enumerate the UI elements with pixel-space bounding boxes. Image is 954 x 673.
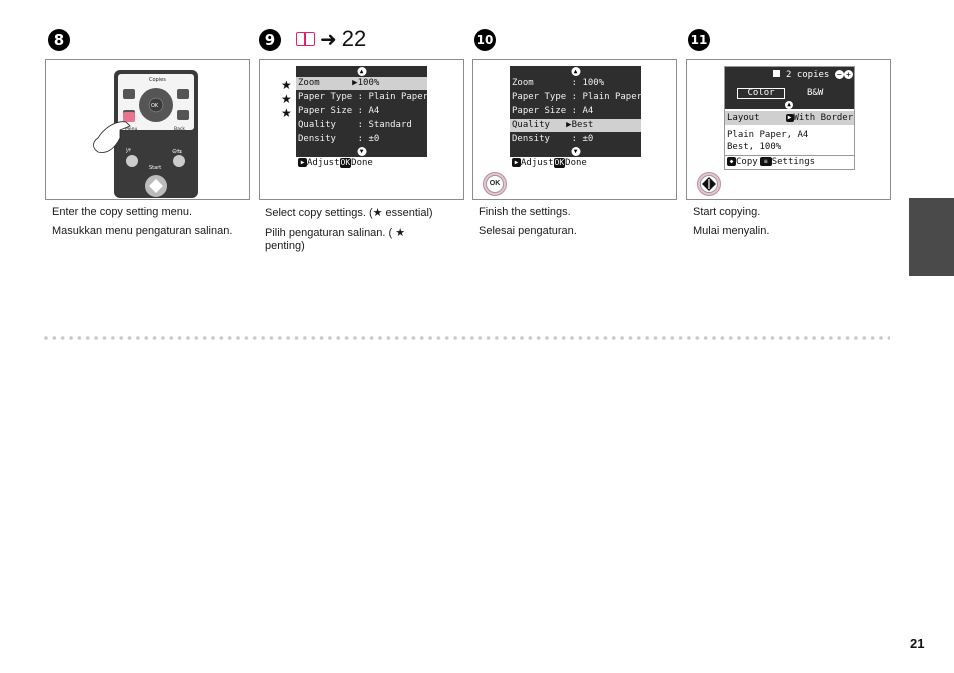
- panel-step-9: [259, 59, 464, 200]
- triangle-right-icon: ▶: [298, 158, 307, 167]
- lcd-footer: ◆ Copy ≡ Settings: [725, 155, 854, 169]
- layout-row: Layout ▶ With Border: [727, 113, 854, 123]
- copies-label: Copies: [149, 77, 166, 83]
- lcd-row-paper-size: Paper Size : A4: [512, 106, 594, 116]
- panel-step-8: [45, 59, 250, 200]
- lcd-row-density: Density : ±0: [512, 134, 594, 144]
- step-11-number: 11: [688, 29, 710, 51]
- plus-icon: +: [844, 70, 853, 79]
- ok-key-icon: OK: [554, 158, 565, 167]
- lcd-row-paper-type: Paper Type : Plain Paper: [298, 92, 429, 102]
- down-arrow-icon: ▼: [571, 147, 580, 156]
- section-tab: [909, 198, 954, 276]
- control-panel-illustration: [46, 60, 251, 201]
- up-arrow-icon: ▲: [357, 67, 366, 76]
- bw-option[interactable]: B&W: [807, 88, 824, 98]
- menu-list-icon: ≡: [760, 157, 772, 166]
- lcd-footer: ▶ AdjustOKDone: [510, 157, 641, 170]
- lcd-screen: [296, 66, 427, 170]
- page-number: 21: [910, 636, 925, 651]
- lcd-row-density: Density : ±0: [298, 134, 380, 144]
- panel-step-11: [686, 59, 891, 200]
- arrow-right-icon: ➜: [320, 27, 337, 51]
- panel-step-10: [472, 59, 677, 200]
- step-8-number: 8: [48, 29, 70, 51]
- up-arrow-icon: ▲: [785, 101, 793, 109]
- caption-step-10-en: Finish the settings.: [479, 206, 571, 218]
- start-key-label: Start: [149, 165, 162, 171]
- paper-summary: Plain Paper, A4: [727, 130, 809, 140]
- page-reference: [296, 26, 366, 52]
- ok-button[interactable]: [483, 172, 507, 196]
- back-key-label: Back: [174, 127, 185, 132]
- caption-step-11-en: Start copying.: [693, 206, 761, 218]
- up-arrow-icon: ▲: [571, 67, 580, 76]
- start-diamond-icon: ◆: [727, 157, 736, 166]
- color-option[interactable]: Color: [737, 88, 785, 99]
- reference-page-number: 22: [341, 26, 367, 51]
- lcd-screen: [510, 66, 641, 170]
- book-icon: [296, 32, 315, 46]
- ok-button-label: OK: [486, 175, 504, 193]
- step-9-number: 9: [259, 29, 281, 51]
- triangle-right-icon: ▶: [786, 114, 794, 122]
- caption-step-9-id: Pilih pengaturan salinan. ( ★ penting): [265, 227, 406, 252]
- caption-step-9-en: Select copy settings. (★ essential): [265, 207, 433, 219]
- svg-text:⊝⇆: ⊝⇆: [172, 148, 183, 155]
- svg-text:ᴵ⁄ᵞ: ᴵ⁄ᵞ: [126, 147, 132, 155]
- caption-step-8-en: Enter the copy setting menu.: [52, 206, 193, 218]
- lcd-row-paper-type: Paper Type : Plain Paper: [512, 92, 643, 102]
- lcd-row-paper-size: Paper Size : A4: [298, 106, 380, 116]
- copies-count: 2 copies − +: [773, 70, 853, 80]
- copy-icon: [773, 70, 780, 77]
- caption-step-10-id: Selesai pengaturan.: [479, 225, 577, 237]
- triangle-right-icon: ▶: [512, 158, 521, 167]
- lcd-footer: ▶ AdjustOKDone: [296, 157, 427, 170]
- menu-key-label: Menu: [125, 127, 138, 132]
- down-arrow-icon: ▼: [357, 147, 366, 156]
- lcd-row-quality: Quality : Standard: [298, 120, 412, 130]
- caption-step-11-id: Mulai menyalin.: [693, 225, 770, 237]
- minus-icon: −: [835, 70, 844, 79]
- essential-star-icon: ★: [281, 78, 292, 92]
- step-10-number: 10: [474, 29, 496, 51]
- ok-key-icon: OK: [340, 158, 351, 167]
- ok-key-label: OK: [151, 103, 159, 109]
- essential-star-icon: ★: [281, 106, 292, 120]
- lcd-row-zoom: Zoom ▶100%: [296, 77, 427, 90]
- essential-star-icon: ★: [281, 92, 292, 106]
- lcd-row-quality: Quality ▶Best: [510, 119, 641, 132]
- lcd-screen: [724, 66, 855, 170]
- quality-summary: Best, 100%: [727, 142, 782, 152]
- start-diamond-icon: [700, 175, 718, 193]
- dotted-separator: [44, 335, 890, 341]
- start-button[interactable]: [697, 172, 721, 196]
- caption-step-8-id: Masukkan menu pengaturan salinan.: [52, 225, 233, 237]
- lcd-row-zoom: Zoom : 100%: [512, 78, 605, 88]
